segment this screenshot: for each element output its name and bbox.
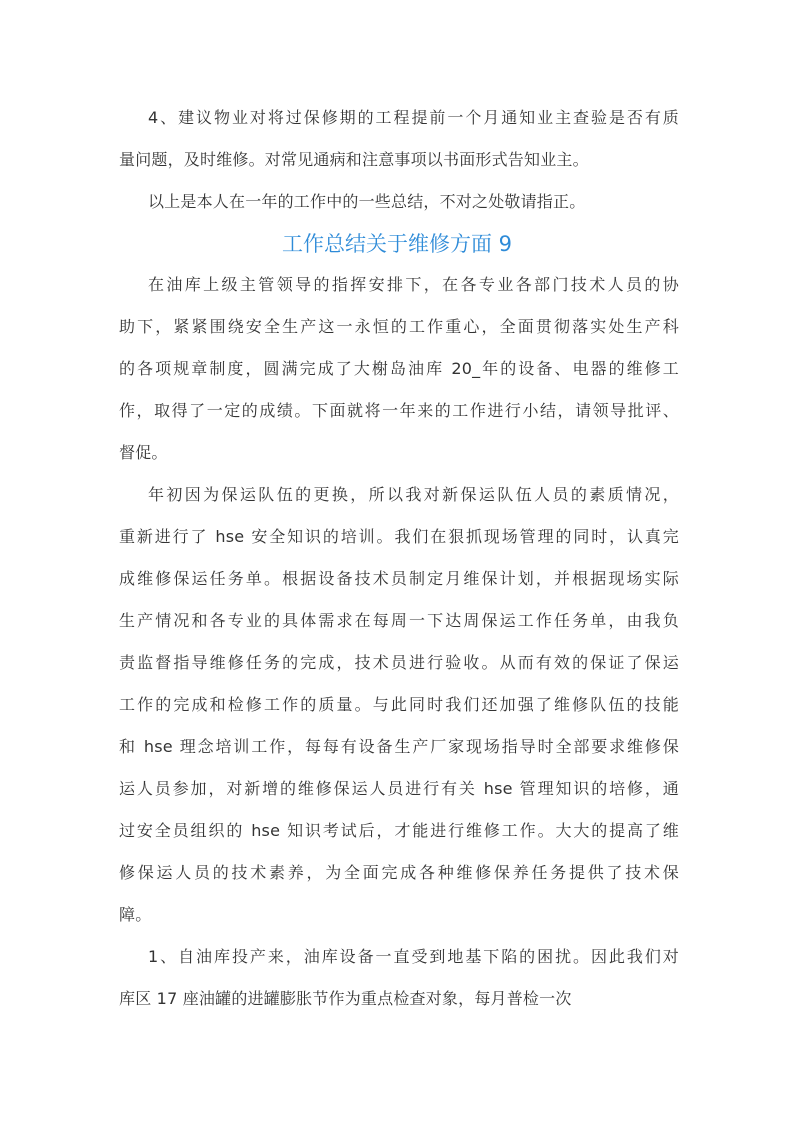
paragraph-line: 在油库上级主管领导的指挥安排下，在各专业各部门技术人员的协 <box>148 275 679 294</box>
paragraph-line: 成维修保运任务单。根据设备技术员制定月维保计划，并根据现场实际 <box>119 569 679 588</box>
paragraph-line: 督促。 <box>119 443 168 462</box>
paragraph-line: 过安全员组织的 hse 知识考试后，才能进行维修工作。大大的提高了维 <box>119 821 679 840</box>
paragraph-line: 工作的完成和检修工作的质量。与此同时我们还加强了维修队伍的技能 <box>119 695 679 714</box>
paragraph-line: 障。 <box>119 905 152 924</box>
paragraph-line: 运人员参加，对新增的维修保运人员进行有关 hse 管理知识的培修，通 <box>119 779 679 798</box>
paragraph-line: 作，取得了一定的成绩。下面就将一年来的工作进行小结，请领导批评、 <box>119 401 679 420</box>
paragraph-line: 生产情况和各专业的具体需求在每周一下达周保运工作任务单，由我负 <box>119 611 679 630</box>
paragraph-line: 重新进行了 hse 安全知识的培训。我们在狠抓现场管理的同时，认真完 <box>119 527 679 546</box>
paragraph-line: 修保运人员的技术素养，为全面完成各种维修保养任务提供了技术保 <box>119 863 679 882</box>
paragraph-line: 以上是本人在一年的工作中的一些总结，不对之处敬请指正。 <box>148 192 586 211</box>
paragraph-line: 责监督指导维修任务的完成，技术员进行验收。从而有效的保证了保运 <box>119 653 679 672</box>
section-title: 工作总结关于维修方面 9 <box>281 232 513 256</box>
paragraph-line: 1、自油库投产来，油库设备一直受到地基下陷的困扰。因此我们对 <box>148 947 679 966</box>
paragraph-line: 4、建议物业对将过保修期的工程提前一个月通知业主查验是否有质 <box>148 108 679 127</box>
paragraph-line: 量问题，及时维修。对常见通病和注意事项以书面形式告知业主。 <box>119 150 589 169</box>
paragraph-line: 和 hse 理念培训工作，每每有设备生产厂家现场指导时全部要求维修保 <box>119 737 679 756</box>
paragraph-line: 的各项规章制度，圆满完成了大榭岛油库 20_年的设备、电器的维修工 <box>119 359 679 378</box>
paragraph-line: 库区 17 座油罐的进罐膨胀节作为重点检查对象，每月普检一次 <box>119 989 572 1008</box>
paragraph-line: 助下，紧紧围绕安全生产这一永恒的工作重心，全面贯彻落实处生产科 <box>119 317 679 336</box>
paragraph-line: 年初因为保运队伍的更换，所以我对新保运队伍人员的素质情况， <box>148 485 679 504</box>
